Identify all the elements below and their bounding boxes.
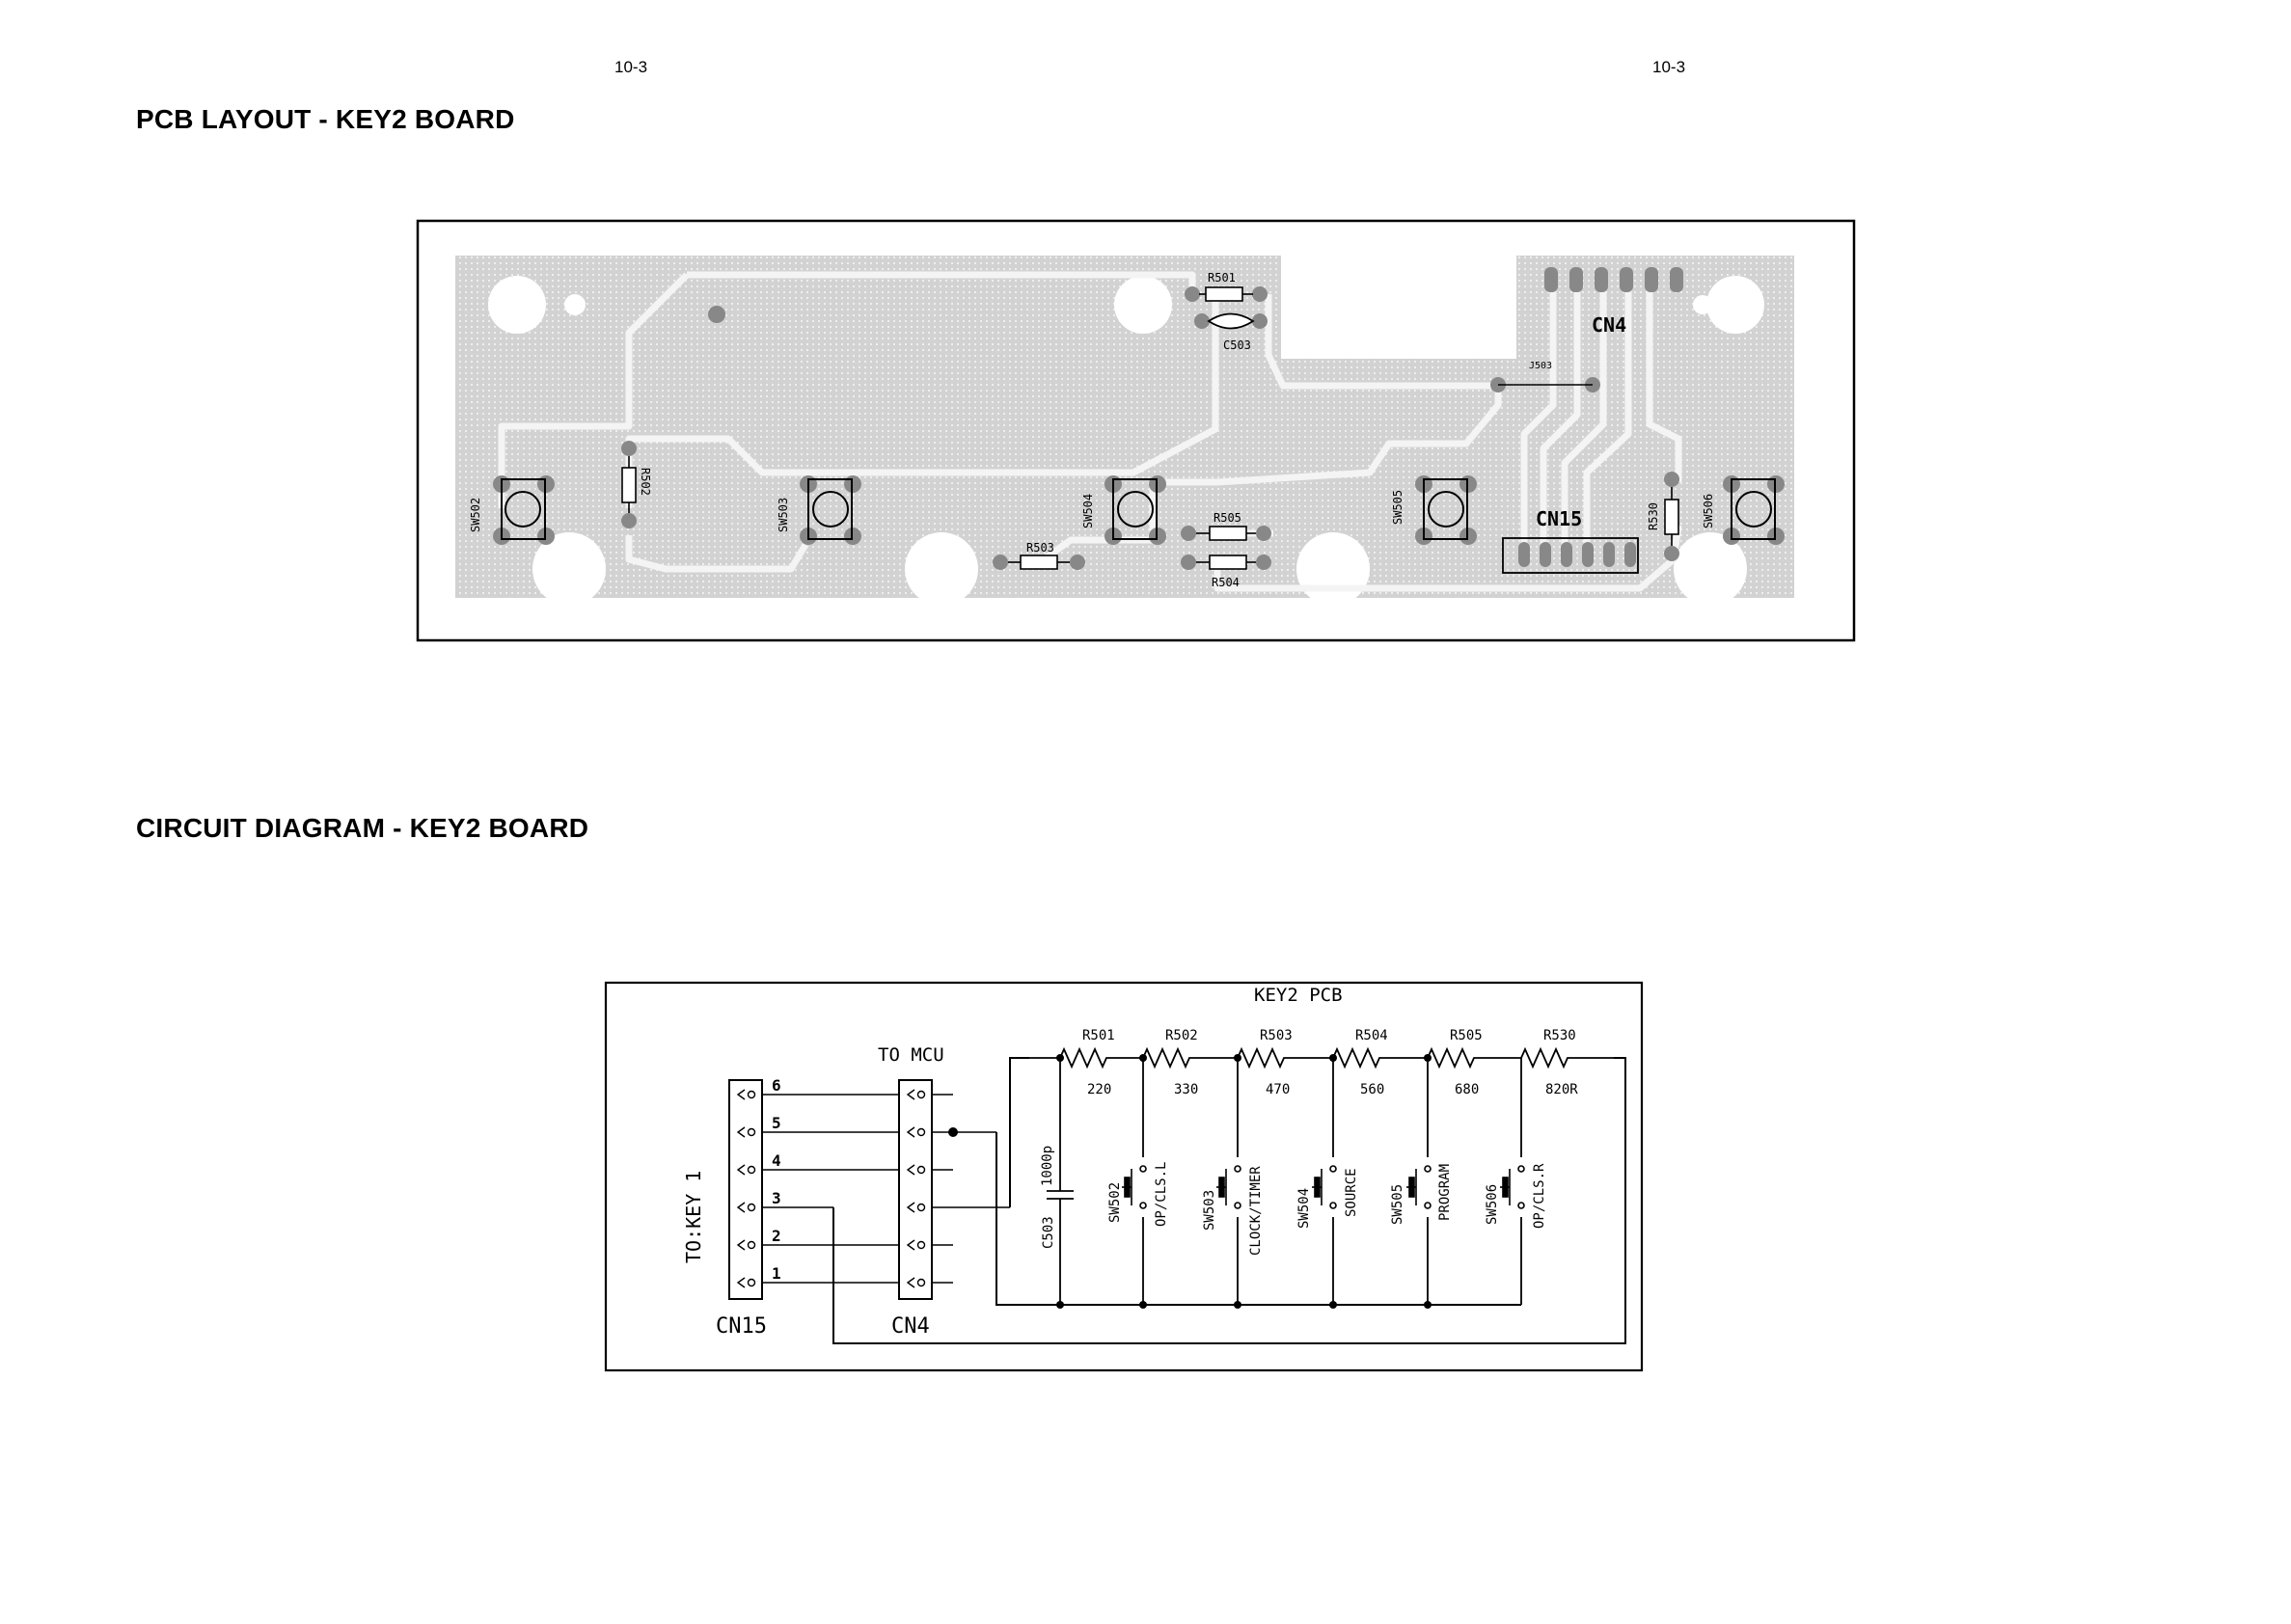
page-number-left: 10-3 <box>614 58 648 76</box>
cn4-label: CN4 <box>891 1314 930 1339</box>
board-label: KEY2 PCB <box>1254 985 1343 1006</box>
resistor-ref-r505: R505 <box>1450 1028 1483 1043</box>
schematic-text <box>682 985 1578 1339</box>
pin-lines <box>762 1095 1010 1283</box>
pin-label-5: 5 <box>772 1114 781 1132</box>
pushbutton-symbols <box>1122 1166 1524 1208</box>
cn15-label: CN15 <box>716 1314 767 1339</box>
switch-ref-sw504: SW504 <box>1296 1187 1312 1229</box>
to-key-label: TO:KEY 1 <box>682 1170 705 1263</box>
pcb-label-sw504: SW504 <box>1081 493 1095 528</box>
cn4-block <box>899 1080 932 1299</box>
pcb-label-sw505: SW505 <box>1391 489 1405 525</box>
pcb-label-r503: R503 <box>1026 541 1054 555</box>
resistor-ref-r503: R503 <box>1260 1028 1293 1043</box>
circuit-diagram <box>606 983 1642 1370</box>
pcb-label-r501: R501 <box>1208 271 1236 284</box>
pin-label-6: 6 <box>772 1076 781 1095</box>
pcb-label-r530: R530 <box>1647 502 1660 530</box>
switch-ref-sw506: SW506 <box>1485 1183 1500 1225</box>
pcb-label-cn15: CN15 <box>1536 507 1583 530</box>
pin-label-3: 3 <box>772 1189 781 1207</box>
pcb-label-r505: R505 <box>1214 511 1241 525</box>
pin-label-2: 2 <box>772 1227 781 1245</box>
switch-ref-sw502: SW502 <box>1107 1181 1123 1223</box>
resistor-ref-r530: R530 <box>1543 1028 1576 1043</box>
junction-cn4-pin5 <box>949 1128 957 1136</box>
pcb-label-c503: C503 <box>1223 338 1251 352</box>
switch-ref-sw505: SW505 <box>1390 1183 1405 1225</box>
resistor-ref-r501: R501 <box>1082 1028 1115 1043</box>
resistor-value-r503: 470 <box>1266 1082 1291 1097</box>
resistor-chain <box>1029 1049 1614 1067</box>
switch-ref-sw503: SW503 <box>1202 1189 1217 1231</box>
capacitor-ref: C503 <box>1041 1216 1056 1249</box>
pcb-label-sw502: SW502 <box>469 497 482 532</box>
resistor-value-r530: 820R <box>1545 1082 1578 1097</box>
switch-name-sw504: SOURCE <box>1344 1168 1359 1217</box>
pcb-label-sw506: SW506 <box>1702 493 1715 528</box>
switch-name-sw502: OP/CLS.L <box>1154 1161 1169 1227</box>
page-number-right: 10-3 <box>1652 58 1686 76</box>
wire-cn4-pin3 <box>1010 1058 1029 1207</box>
pcb-label-r502: R502 <box>639 468 652 496</box>
switch-name-sw503: CLOCK/TIMER <box>1248 1166 1264 1256</box>
resistor-value-r501: 220 <box>1087 1082 1112 1097</box>
cn15-block <box>729 1080 762 1299</box>
to-mcu-label: TO MCU <box>878 1044 944 1066</box>
connector-arrows <box>738 1090 925 1287</box>
pin-label-1: 1 <box>772 1264 781 1283</box>
pcb-label-j503: J503 <box>1529 361 1553 371</box>
resistor-value-r502: 330 <box>1174 1082 1199 1097</box>
resistor-ref-r504: R504 <box>1355 1028 1388 1043</box>
switch-name-sw505: PROGRAM <box>1437 1163 1453 1221</box>
pcb-layout-title: PCB LAYOUT - KEY2 BOARD <box>136 104 515 134</box>
wire-pin3 <box>833 1058 1625 1343</box>
resistor-ref-r502: R502 <box>1165 1028 1198 1043</box>
pin-label-4: 4 <box>772 1151 781 1170</box>
resistor-value-r504: 560 <box>1360 1082 1385 1097</box>
pcb-label-sw503: SW503 <box>777 497 790 532</box>
switch-name-sw506: OP/CLS.R <box>1532 1163 1547 1229</box>
resistor-value-r505: 680 <box>1455 1082 1480 1097</box>
pcb-layout <box>418 221 1854 640</box>
pcb-label-cn4: CN4 <box>1592 313 1627 337</box>
circuit-diagram-title: CIRCUIT DIAGRAM - KEY2 BOARD <box>136 813 589 843</box>
pcb-label-r504: R504 <box>1212 576 1240 589</box>
capacitor-value: 1000p <box>1040 1145 1055 1186</box>
